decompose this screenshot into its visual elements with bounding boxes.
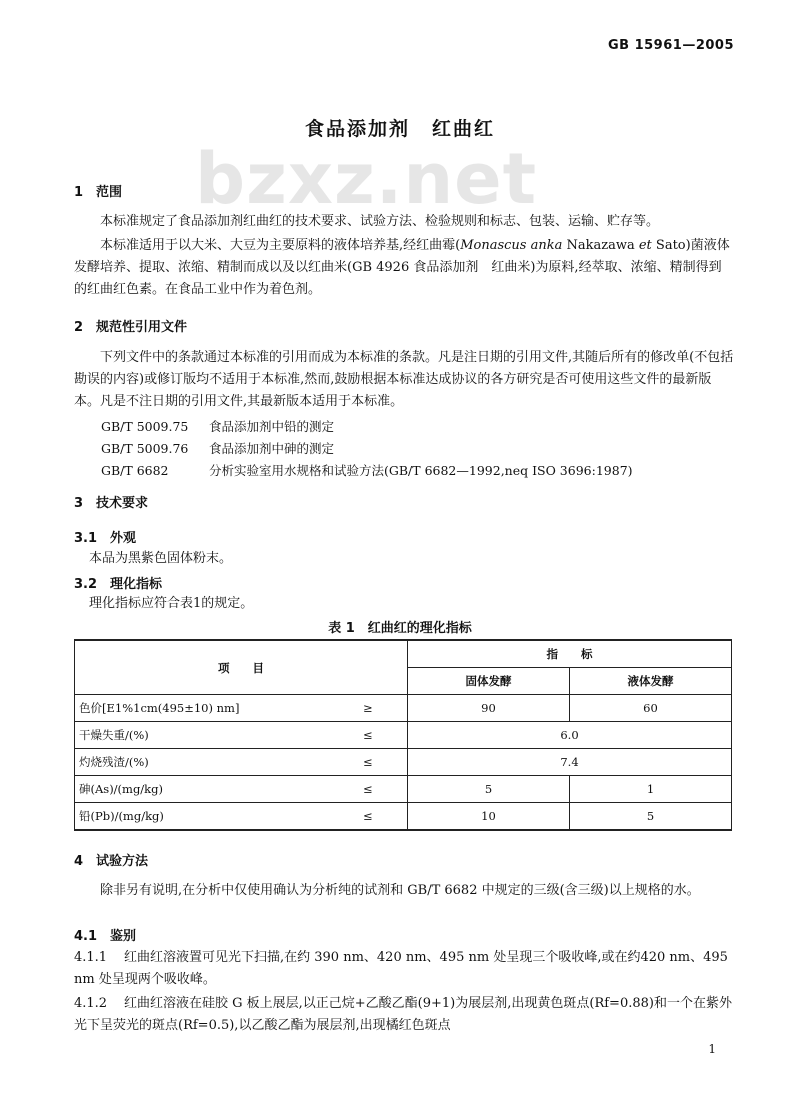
header-index: 指 标 [408,640,732,668]
title-part-2: 红曲红 [432,118,496,140]
section-1-paragraph-1: 本标准规定了食品添加剂红曲红的技术要求、试验方法、检验规则和标志、包装、运输、贮存等。 [100,214,660,229]
table-header-row [75,640,732,668]
section-4-1-heading: 4.1 鉴别 [74,929,137,944]
reference-item: GB/T 5009.76 食品添加剂中砷的测定 [101,441,335,456]
header-solid: 固体发酵 [408,668,570,695]
title-part-1: 食品添加剂 [304,118,410,140]
section-4-1-2-text: 4.1.2 红曲红溶液在硅胶 G 板上展层,以正己烷+乙酸乙酯(9+1)为展层剂,出现黄色斑点(Rf=0.88)和一个在紫外光下呈荧光的斑点(Rf=0.5),以乙酸乙酯为展层剂,出现橘红色斑点 [74,996,732,1033]
table-caption: 表 1 红曲红的理化指标 [328,621,472,636]
reference-item: GB/T 5009.75 食品添加剂中铅的测定 [101,419,335,434]
page-number: 1 [708,1042,716,1056]
table-row: 干燥失重/(%) ≤ 6.0 [75,722,732,749]
section-3-1-heading: 3.1 外观 [74,531,137,546]
standard-code: GB 15961—2005 [607,38,734,53]
section-2-paragraph: 下列文件中的条款通过本标准的引用而成为本标准的条款。凡是注日期的引用文件,其随后所有的修改单(不包括勘误的内容)或修订版均不适用于本标准,然而,鼓励根据本标准达成协议的各方研究是否可使用这些文件的最新版本。凡是不注日期的引用文件,其最新版本适用于本标准。 [74,350,734,409]
header-liquid: 液体发酵 [570,668,732,695]
section-3-2-heading: 3.2 理化指标 [74,577,163,592]
table-row: 铅(Pb)/(mg/kg) ≤ 10 5 [75,803,732,831]
specification-table [74,639,732,831]
section-4-heading: 4 试验方法 [74,854,149,869]
watermark: bzxz.net [195,138,538,220]
section-1-heading: 1 范围 [74,185,123,200]
section-1-paragraph-2: 本标准适用于以大米、大豆为主要原料的液体培养基,经红曲霉(Monascus anka Nakazawa et Sato)菌液体发酵培养、提取、浓缩、精制而成以及以红曲米(GB 4926 食品添加剂 红曲米)为原料,经萃取、浓缩、精制得到的红曲红色素。在食品工业中作为着色剂。 [74,238,730,297]
table-row: 砷(As)/(mg/kg) ≤ 5 1 [75,776,732,803]
header-item: 项 目 [75,640,408,695]
section-4-paragraph: 除非另有说明,在分析中仅使用确认为分析纯的试剂和 GB/T 6682 中规定的三级(含三级)以上规格的水。 [100,883,700,898]
document-title [0,114,800,141]
section-3-1-text: 本品为黑紫色固体粉末。 [89,551,233,566]
reference-item: GB/T 6682 分析实验室用水规格和试验方法(GB/T 6682—1992,neq ISO 3696:1987) [101,463,633,478]
table-row: 灼烧残渣/(%) ≤ 7.4 [75,749,732,776]
section-2-heading: 2 规范性引用文件 [74,320,188,335]
section-3-2-text: 理化指标应符合表1的规定。 [89,596,254,611]
section-4-1-1-text: 4.1.1 红曲红溶液置可见光下扫描,在约 390 nm、420 nm、495 nm 处呈现三个吸收峰,或在约420 nm、495 nm 处呈现两个吸收峰。 [74,950,728,987]
section-3-heading: 3 技术要求 [74,496,149,511]
table-row: 色价[E1%1cm(495±10) nm] ≥ 90 60 [75,695,732,722]
